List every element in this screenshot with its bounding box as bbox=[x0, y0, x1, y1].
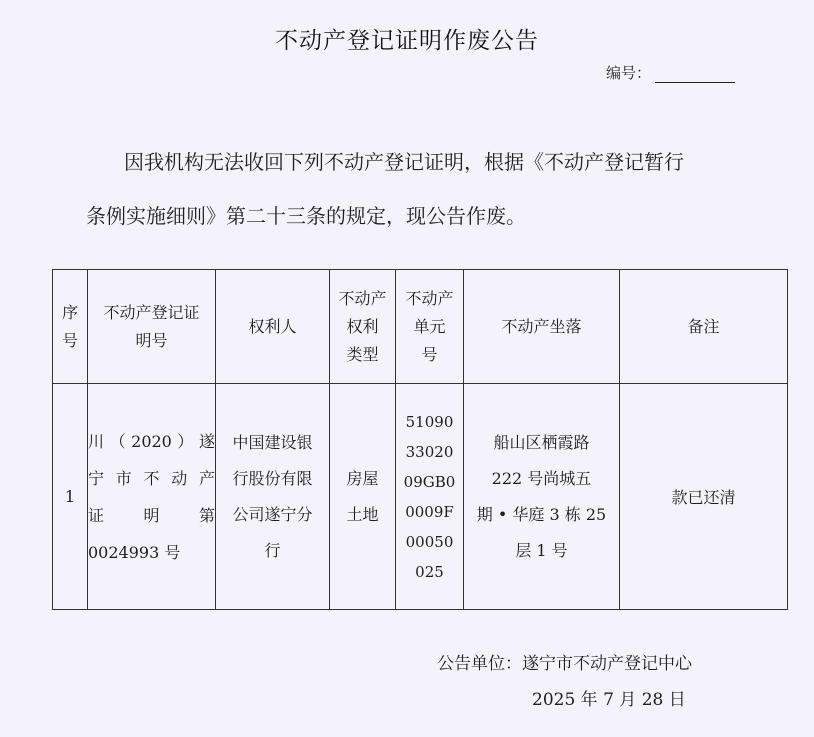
header-holder: 权利人 bbox=[216, 270, 330, 384]
cell-unit-number: 51090 33020 09GB0 0009F 00050 025 bbox=[396, 384, 464, 610]
cell-location: 船山区栖霞路 222 号尚城五 期 • 华庭 3 栋 25 层 1 号 bbox=[464, 384, 620, 610]
table-row bbox=[53, 384, 788, 610]
notice-paragraph-line-1: 因我机构无法收回下列不动产登记证明，根据《不动产登记暂行 bbox=[124, 150, 684, 174]
document-number bbox=[606, 62, 756, 83]
number-label: 编号： bbox=[606, 64, 652, 82]
document-title: 不动产登记证明作废公告 bbox=[275, 28, 539, 54]
header-remark: 备注 bbox=[620, 270, 788, 384]
invalidated-certificates-table bbox=[52, 269, 788, 610]
date-line: 2025 年 7 月 28 日 bbox=[532, 690, 686, 710]
cell-right-type: 房屋 土地 bbox=[330, 384, 396, 610]
number-blank-field bbox=[655, 66, 735, 83]
header-right-type: 不动产 权利 类型 bbox=[330, 270, 396, 384]
cell-seq: 1 bbox=[53, 384, 88, 610]
cell-holder: 中国建设银 行股份有限 公司遂宁分 行 bbox=[216, 384, 330, 610]
header-unit-number: 不动产 单元 号 bbox=[396, 270, 464, 384]
header-location: 不动产坐落 bbox=[464, 270, 620, 384]
notice-paragraph-line-2: 条例实施细则》第二十三条的规定，现公告作废。 bbox=[86, 204, 526, 228]
cell-cert-number: 川（2020）遂 宁市不动产 证 明 第 0024993 号 bbox=[88, 384, 216, 610]
header-seq: 序 号 bbox=[53, 270, 88, 384]
table-header-row bbox=[53, 270, 788, 384]
header-cert-number: 不动产登记证 明号 bbox=[88, 270, 216, 384]
cell-remark: 款已还清 bbox=[620, 384, 788, 610]
issuer-line: 公告单位：遂宁市不动产登记中心 bbox=[437, 654, 692, 674]
